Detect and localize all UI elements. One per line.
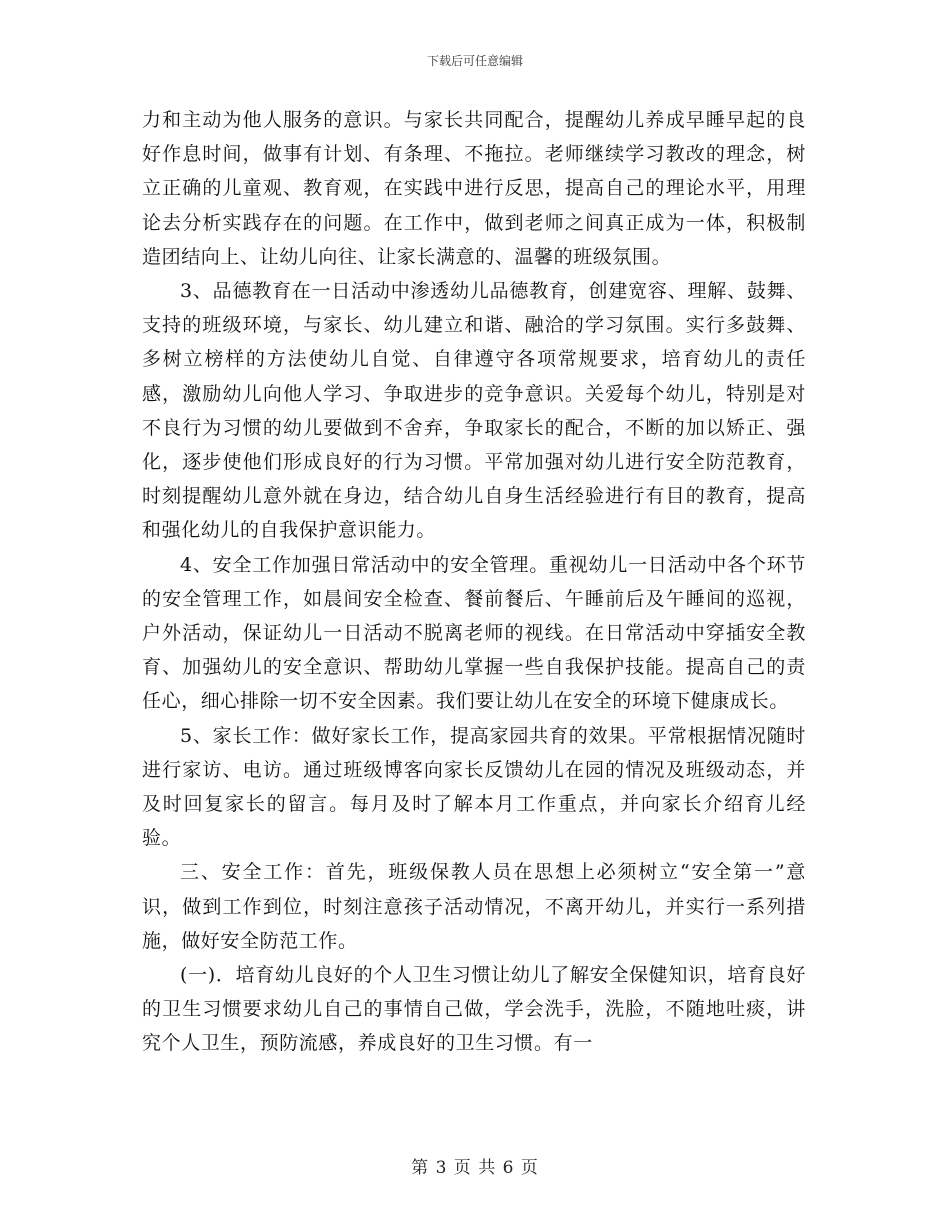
paragraph-moral-education: 3、品德教育在一日活动中渗透幼儿品德教育，创建宽容、理解、鼓舞、支持的班级环境，与家长、幼儿建立和谐、融洽的学习氛围。实行多鼓舞、多树立榜样的方法使幼儿自觉、自律遵守各项常规要求，培育幼儿的责任感，激励幼儿向他人学习、争取进步的竞争意识。关爱每个幼儿，特别是对不良行为习惯的幼儿要做到不舍弃，争取家长的配合，不断的加以矫正、强化，逐步使他们形成良好的行为习惯。平常加强对幼儿进行安全防范教育，时刻提醒幼儿意外就在身边，结合幼儿自身生活经验进行有目的教育，提高和强化幼儿的自我保护意识能力。: [142, 280, 806, 542]
document-body: [142, 103, 806, 1061]
paragraph-section-three-safety: 三、安全工作：首先，班级保教人员在思想上必须树立“安全第一”意识，做到工作到位，时刻注意孩子活动情况，不离开幼儿，并实行一系列措施，做好安全防范工作。: [142, 861, 806, 952]
page-header: 下载后可任意编辑: [426, 54, 523, 68]
paragraph-hygiene-habits: (一)．培育幼儿良好的个人卫生习惯让幼儿了解安全保健知识，培育良好的卫生习惯要求幼儿自己的事情自己做，学会洗手，洗脸，不随地吐痰，讲究个人卫生，预防流感，养成良好的卫生习惯。有一: [142, 964, 806, 1055]
paragraph-parent-work: 5、家长工作：做好家长工作，提高家园共育的效果。平常根据情况随时进行家访、电访。通过班级博客向家长反馈幼儿在园的情况及班级动态，并及时回复家长的留言。每月及时了解本月工作重点，并向家长介绍育儿经验。: [142, 724, 806, 850]
paragraph-continuation: 力和主动为他人服务的意识。与家长共同配合，提醒幼儿养成早睡早起的良好作息时间，做事有计划、有条理、不拖拉。老师继续学习教改的理念，树立正确的儿童观、教育观，在实践中进行反思，提高自己的理论水平，用理论去分析实践存在的问题。在工作中，做到老师之间真正成为一体，积极制造团结向上、让幼儿向往、让家长满意的、温馨的班级氛围。: [142, 109, 806, 268]
page-number: 第 3 页 共 6 页: [411, 1158, 539, 1178]
paragraph-safety-work: 4、安全工作加强日常活动中的安全管理。重视幼儿一日活动中各个环节的安全管理工作，如晨间安全检查、餐前餐后、午睡前后及午睡间的巡视，户外活动，保证幼儿一日活动不脱离老师的视线。在日常活动中穿插安全教育、加强幼儿的安全意识、帮助幼儿掌握一些自我保护技能。提高自己的责任心，细心排除一切不安全因素。我们要让幼儿在安全的环境下健康成长。: [142, 553, 806, 713]
